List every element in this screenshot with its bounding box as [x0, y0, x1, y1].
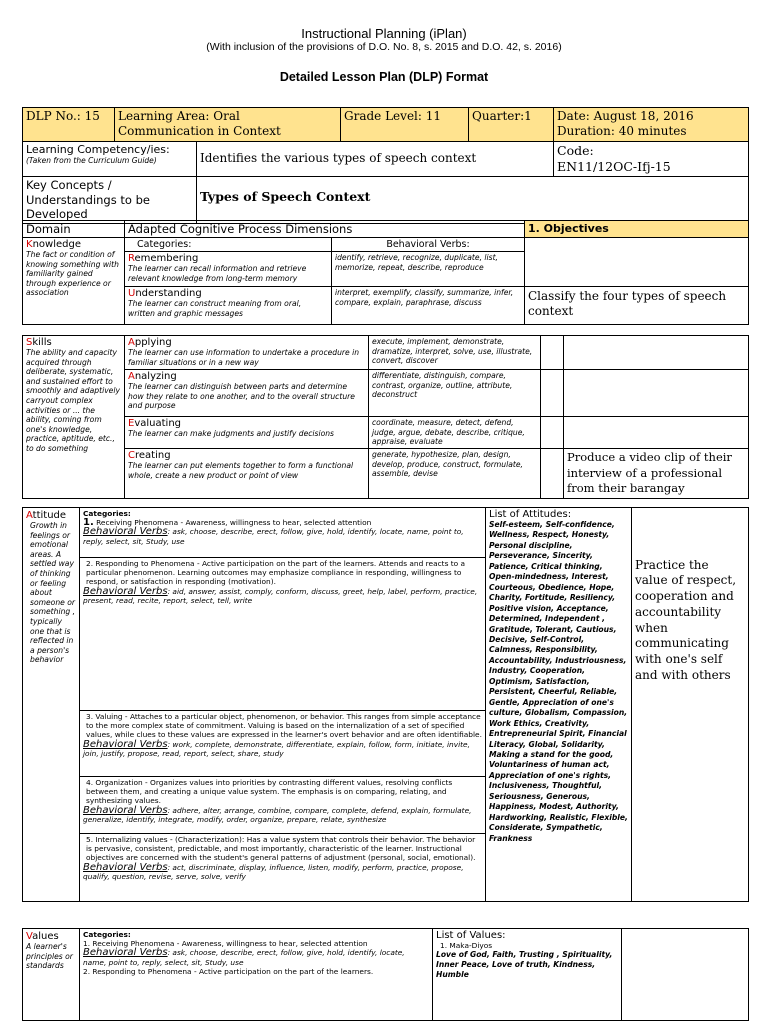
values-categories-cell: Categories: 1. Receiving Phenomena - Awareness, willingness to hear, selected attention Behavioral Verbs: ask, choose, describe, erect, follow, give, hold, identify, locate, name, point to, reply, select, sit, Study, use 2. Responding to Phenomena - Active participation on the part of the learners.: [80, 929, 433, 1021]
remembering-cell: Remembering The learner can recall information and retrieve relevant knowledge from long-term memory: [125, 252, 332, 287]
knowledge-objective-blank: [525, 238, 749, 287]
document-title: Instructional Planning (iPlan): [301, 26, 467, 41]
knowledge-table: [22, 220, 749, 325]
attitude-receiving-cell: Categories: 1. Receiving Phenomena - Awareness, willingness to hear, selected attention Behavioral Verbs: ask, choose, describe, erect, follow, give, hold, identify, locate, name, point to, reply, select, sit, Study, use: [80, 508, 486, 558]
grade-level: Grade Level: 11: [341, 108, 469, 142]
dimensions-header: Adapted Cognitive Process Dimensions: [125, 221, 525, 238]
values-domain: Values A learner's principles or standards: [23, 929, 80, 1021]
learning-area: Learning Area: Oral Communication in Context: [115, 108, 341, 142]
code: Code: EN11/12OC-Ifj-15: [554, 142, 749, 177]
understanding-verbs: interpret, exemplify, classify, summarize, infer, compare, explain, paraphrase, discuss: [332, 287, 525, 325]
dlp-number: DLP No.: 15: [23, 108, 115, 142]
skills-spacer-1: [541, 336, 564, 370]
attitude-valuing-cell: 3. Valuing - Attaches to a particular object, phenomenon, or behavior. This ranges from simple acceptance to the more complex state of commitment. Valuing is based on the internalization of a set of specified values, while clues to these values are expressed in the learner's overt behavior and are often identifiable. Behavioral Verbs: work, complete, demonstrate, differentiate, explain, follow, form, initiate, invite, join, justify, propose, read, report, select, share, study: [80, 711, 486, 777]
objectives-header: 1. Objectives: [525, 221, 749, 238]
knowledge-objective: Classify the four types of speech context: [525, 287, 749, 325]
skills-spacer-3: [541, 417, 564, 449]
remembering-verbs: identify, retrieve, recognize, duplicate, list, memorize, repeat, describe, reproduce: [332, 252, 525, 287]
quarter: Quarter:1: [469, 108, 554, 142]
attitude-responding-cell: 2. Responding to Phenomena - Active participation on the part of the learners. Attends and reacts to a particular phenomenon. Learning outcomes may emphasize compliance in responding, willingness to respond, or satisfaction in responding (motivation). Behavioral Verbs: aid, answer, assist, comply, conform, discuss, greet, help, label, perform, practice, present, read, recite, report, select, tell, write: [80, 558, 486, 711]
attitude-objective-top: [632, 508, 749, 558]
analyzing-cell: Analyzing The learner can distinguish between parts and determine how they relate to one another, and to the overall structure and purpose: [125, 370, 369, 417]
date-duration: Date: August 18, 2016 Duration: 40 minutes: [554, 108, 749, 142]
skills-spacer-2: [541, 370, 564, 417]
skills-objective-blank-2: [564, 370, 749, 417]
applying-cell: Applying The learner can use information to undertake a procedure in familiar situations or in a new way: [125, 336, 369, 370]
attitude-objective: Practice the value of respect, cooperation and accountability when communicating with one's self and with others: [632, 558, 749, 902]
skills-objective-blank-3: [564, 417, 749, 449]
creating-verbs: generate, hypothesize, plan, design, develop, produce, construct, formulate, assemble, devise: [369, 449, 541, 499]
creating-cell: Creating The learner can put elements together to form a functional whole, create a new product or point of view: [125, 449, 369, 499]
key-concept-value: Types of Speech Context: [197, 177, 749, 224]
attitude-domain: Attitude Growth in feelings or emotional areas. A settled way of thinking or feeling about someone or something , typically one that is reflected in a person's behavior: [23, 508, 80, 902]
values-list-cell: List of Values: 1. Maka-Diyos Love of God, Faith, Trusting , Spirituality, Inner Peace, Love of truth, Kindness, Humble: [433, 929, 622, 1021]
behavioral-verbs-label: Behavioral Verbs:: [332, 238, 525, 252]
skills-objective-blank-1: [564, 336, 749, 370]
values-objective-blank: [622, 929, 749, 1021]
skills-domain: Skills The ability and capacity acquired through deliberate, systematic, and sustained effort to smoothly and adaptively carryout complex activities or ... the ability, coming from one's knowledge, practice, aptitude, etc., to do something: [23, 336, 125, 499]
applying-verbs: execute, implement, demonstrate, dramatize, interpret, solve, use, illustrate, convert, discover: [369, 336, 541, 370]
categories-label: Categories:: [125, 238, 332, 252]
key-concepts-label: Key Concepts / Understandings to be Developed: [23, 177, 197, 224]
attitude-internalizing-cell: 5. Internalizing values - (Characterization): Has a value system that controls their behavior. The behavior is pervasive, consistent, predictable, and most importantly, characteristic of the learner. Instructional objectives are concerned with the student's general patterns of adjustment (personal, social, emotional). Behavioral Verbs: act, discriminate, display, influence, listen, modify, perform, practice, propose, qualify, question, revise, serve, solve, verify: [80, 834, 486, 902]
competency-label: Learning Competency/ies: (Taken from the Curriculum Guide): [23, 142, 197, 177]
attitudes-list-cell: List of Attitudes: Self-esteem, Self-confidence, Wellness, Respect, Honesty, Personal discipline, Perseverance, Sincerity, Patience, Critical thinking, Open-mindedness, Interest, Courteous, Obedience, Hope, Charity, Fortitude, Resiliency, Positive vision, Acceptance, Determined, Independent , Gratitude, Tolerant, Cautious, Decisive, Self-Control, Calmness, Responsibility, Accountability, Industriousness, Industry, Cooperation, Optimism, Satisfaction, Persistent, Cheerful, Reliable, Gentle, Appreciation of one's culture, Globalism, Compassion, Work Ethics, Creativity, Entrepreneurial Spirit, Financial Literacy, Global, Solidarity, Making a stand for the good, Voluntariness of human act, Appreciation of one's rights, Inclusiveness, Thoughtful, Seriousness, Generous, Happiness, Modest, Authority, Hardworking, Realistic, Flexible, Considerate, Sympathetic, Frankness: [486, 508, 632, 902]
skills-objective: Produce a video clip of their interview of a professional from their barangay: [564, 449, 749, 499]
format-title: Detailed Lesson Plan (DLP) Format: [279, 70, 489, 84]
competency-value: Identifies the various types of speech context: [197, 142, 554, 177]
document-subtitle: (With inclusion of the provisions of D.O. No. 8, s. 2015 and D.O. 42, s. 2016): [206, 41, 562, 53]
skills-table: [22, 335, 749, 499]
evaluating-verbs: coordinate, measure, detect, defend, judge, argue, debate, describe, critique, appraise, evaluate: [369, 417, 541, 449]
values-table: [22, 928, 749, 1021]
attitude-organization-cell: 4. Organization - Organizes values into priorities by contrasting different values, resolving conflicts between them, and creating a unique value system. The emphasis is on comparing, relating, and synthesizing values. Behavioral Verbs: adhere, alter, arrange, combine, compare, complete, defend, explain, formulate, generalize, identify, integrate, modify, order, organize, prepare, relate, synthesize: [80, 777, 486, 834]
understanding-cell: Understanding The learner can construct meaning from oral, written and graphic messages: [125, 287, 332, 325]
analyzing-verbs: differentiate, distinguish, compare, contrast, organize, outline, attribute, deconstruct: [369, 370, 541, 417]
skills-spacer-4: [541, 449, 564, 499]
domain-header: Domain: [23, 221, 125, 238]
knowledge-domain: Knowledge The fact or condition of knowing something with familiarity gained through experience or association: [23, 238, 125, 325]
attitude-table: [22, 507, 749, 902]
info-table: [22, 107, 749, 224]
evaluating-cell: Evaluating The learner can make judgments and justify decisions: [125, 417, 369, 449]
